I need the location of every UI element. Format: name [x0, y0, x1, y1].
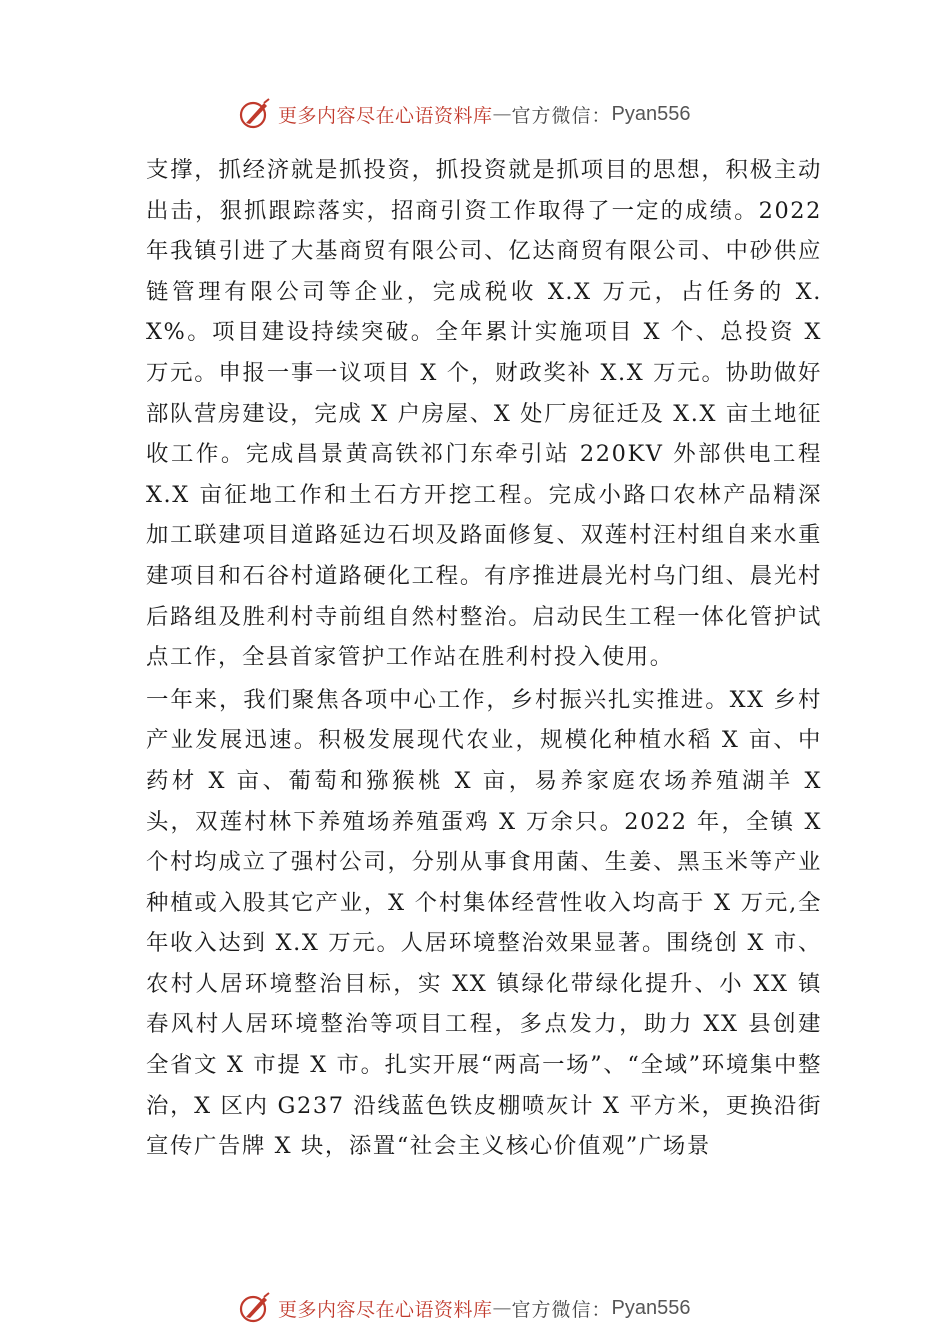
footer-official-label: 官方微信：	[511, 1298, 612, 1321]
quill-logo-icon	[238, 1291, 272, 1325]
header-brand-text: 更多内容尽在心语资料库	[278, 104, 493, 127]
header-official-label: 官方微信：	[511, 104, 612, 127]
body-paragraph-1: 支撑，抓经济就是抓投资，抓投资就是抓项目的思想，积极主动出击，狠抓跟踪落实，招商引资工作取得了一定的成绩。2022 年我镇引进了大基商贸有限公司、亿达商贸有限公司、中砂供应链管理有限公司等企业，完成税收 X.X 万元，占任务的 X.X%。项目建设持续突破。全年累计实施项目 X 个、总投资 X 万元。申报一事一议项目 X 个，财政奖补 X.X 万元。协助做好部队营房建设，完成 X 户房屋、X 处厂房征迁及 X.X 亩土地征收工作。完成昌景黄高铁祁门东牵引站 220KV 外部供电工程 X.X 亩征地工作和土石方开挖工程。完成小路口农林产品精深加工联建项目道路延边石坝及路面修复、双莲村汪村组自来水重建项目和石谷村道路硬化工程。有序推进晨光村乌门组、晨光村后路组及胜利村寺前组自然村整治。启动民生工程一体化管护试点工作，全县首家管护工作站在胜利村投入使用。	[146, 157, 822, 671]
header-wechat-id: Pyan556	[611, 102, 691, 125]
footer-brand-text: 更多内容尽在心语资料库	[278, 1298, 493, 1321]
footer-wechat-id: Pyan556	[611, 1296, 691, 1319]
footer-watermark	[238, 1290, 758, 1326]
header-watermark	[238, 96, 758, 132]
footer-separator: —	[492, 1297, 512, 1319]
document-body	[146, 150, 822, 1167]
quill-logo-icon	[238, 97, 272, 131]
header-separator: —	[492, 103, 512, 125]
body-paragraph-2: 一年来，我们聚焦各项中心工作，乡村振兴扎实推进。XX 乡村产业发展迅速。积极发展现代农业，规模化种植水稻 X 亩、中药材 X 亩、葡萄和猕猴桃 X 亩，易养家庭农场养殖湖羊 X 头，双莲村林下养殖场养殖蛋鸡 X 万余只。2022 年，全镇 X 个村均成立了强村公司，分别从事食用菌、生姜、黑玉米等产业种植或入股其它产业，X 个村集体经营性收入均高于 X 万元,全年收入达到 X.X 万元。人居环境整治效果显著。围绕创 X 市、农村人居环境整治目标，实 XX 镇绿化带绿化提升、小 XX 镇春风村人居环境整治等项目工程，多点发力，助力 XX 县创建全省文 X 市提 X 市。扎实开展“两高一场”、“全域”环境集中整治，X 区内 G237 沿线蓝色铁皮棚喷灰计 X 平方米，更换沿街宣传广告牌 X 块，添置“社会主义核心价值观”广场景	[146, 686, 822, 1160]
